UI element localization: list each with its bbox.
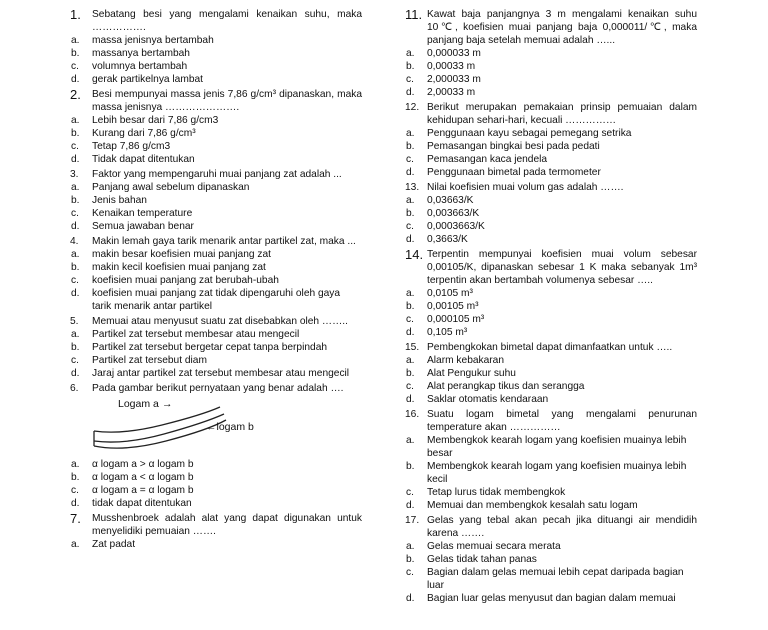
option-letter: a. [406, 435, 415, 446]
option-text: gerak partikelnya lambat [92, 74, 203, 85]
answer-option [70, 354, 362, 367]
question-line [405, 514, 697, 540]
answer-option [70, 153, 362, 166]
answer-option [70, 140, 362, 153]
option-letter: d. [406, 327, 415, 338]
question-item [70, 382, 362, 510]
question-text: Suatu logam bimetal yang mengalami penurunan temperature akan …………… [427, 409, 697, 433]
answer-option [405, 540, 697, 553]
answer-option [405, 553, 697, 566]
question-number: 7. [70, 511, 81, 526]
option-letter: a. [406, 541, 415, 552]
option-letter: c. [71, 141, 79, 152]
question-item [405, 181, 697, 246]
option-text: Penggunaan bimetal pada termometer [427, 167, 601, 178]
option-text: Alat Pengukur suhu [427, 368, 516, 379]
option-letter: c. [406, 154, 414, 165]
label-logam-a: Logam a [118, 398, 159, 410]
option-text: 0,00033 m [427, 61, 476, 72]
option-text: Partikel zat tersebut membesar atau mengecil [92, 329, 300, 340]
answer-option [405, 47, 697, 60]
question-text: Pembengkokan bimetal dapat dimanfaatkan untuk ….. [427, 342, 673, 353]
option-text: Partikel zat tersebut diam [92, 355, 207, 366]
option-text: makin kecil koefisien muai panjang zat [92, 262, 266, 273]
question-item [70, 168, 362, 233]
answer-option [70, 127, 362, 140]
question-item [405, 248, 697, 339]
question-line [70, 168, 362, 181]
option-text: 0,003663/K [427, 208, 480, 219]
question-line [70, 8, 362, 34]
answer-option [70, 484, 362, 497]
answer-option [405, 393, 697, 406]
answer-option [70, 181, 362, 194]
answer-option [405, 127, 697, 140]
option-text: 0,3663/K [427, 234, 468, 245]
question-item [405, 101, 697, 179]
option-text: massanya bertambah [92, 48, 190, 59]
option-text: Memuai dan membengkok kesalah satu logam [427, 500, 638, 511]
option-text: Kenaikan temperature [92, 208, 193, 219]
option-letter: b. [406, 141, 415, 152]
option-text: Zat padat [92, 539, 136, 550]
answer-option [70, 47, 362, 60]
option-text: Alarm kebakaran [427, 355, 505, 366]
answer-option [405, 354, 697, 367]
answer-option [405, 300, 697, 313]
option-letter: c. [406, 74, 414, 85]
option-letter: d. [406, 234, 415, 245]
answer-option [405, 60, 697, 73]
option-letter: d. [406, 593, 415, 604]
answer-option [70, 194, 362, 207]
option-text: 0,03663/K [427, 195, 474, 206]
answer-option [70, 114, 362, 127]
question-line [70, 235, 362, 248]
question-number: 1. [70, 7, 81, 22]
question-text: Berikut merupakan pemakaian prinsip pemuaian dalam kehidupan sehari-hari, kecuali …………… [427, 102, 697, 126]
option-text: 0,105 m³ [427, 327, 468, 338]
option-letter: c. [406, 314, 414, 325]
option-letter: b. [71, 128, 80, 139]
question-text: Memuai atau menyusut suatu zat disebabkan oleh …….. [92, 316, 348, 327]
option-letter: d. [406, 167, 415, 178]
question-number: 17. [405, 515, 420, 526]
answer-option [70, 220, 362, 233]
option-letter: d. [406, 500, 415, 511]
option-letter: b. [406, 301, 415, 312]
option-text: tidak dapat ditentukan [92, 498, 192, 509]
logam-mid-edge [94, 414, 224, 442]
answer-option [70, 274, 362, 287]
option-text: Gelas memuai secara merata [427, 541, 561, 552]
option-letter: c. [71, 275, 79, 286]
label-logam-b: ←logam b [206, 421, 254, 433]
option-letter: a. [71, 115, 80, 126]
option-text: Lebih besar dari 7,86 g/cm3 [92, 115, 219, 126]
option-letter: c. [406, 567, 414, 578]
answer-option [70, 538, 362, 551]
answer-option [70, 497, 362, 510]
answer-option [70, 261, 362, 274]
question-item [405, 341, 697, 406]
question-line [405, 408, 697, 434]
option-letter: b. [406, 208, 415, 219]
question-line [405, 181, 697, 194]
answer-option [405, 207, 697, 220]
option-letter: d. [71, 498, 80, 509]
question-number: 13. [405, 182, 420, 193]
answer-option [405, 326, 697, 339]
option-letter: c. [71, 61, 79, 72]
option-letter: d. [71, 221, 80, 232]
answer-option [70, 367, 362, 380]
question-number: 12. [405, 102, 420, 113]
question-item [70, 235, 362, 313]
answer-option [405, 194, 697, 207]
option-text: Penggunaan kayu sebagai pemegang setrika [427, 128, 632, 139]
option-text: Gelas tidak tahan panas [427, 554, 537, 565]
option-letter: b. [71, 342, 80, 353]
option-text: Jaraj antar partikel zat tersebut membesar atau mengecil [92, 368, 350, 379]
option-text: 2,000033 m [427, 74, 481, 85]
option-letter: a. [406, 288, 415, 299]
question-number: 11. [405, 7, 423, 22]
answer-option [70, 471, 362, 484]
option-text: α logam a = α logam b [92, 485, 194, 496]
option-text: makin besar koefisien muai panjang zat [92, 249, 271, 260]
answer-option [70, 248, 362, 261]
option-letter: d. [71, 288, 80, 299]
option-text: Panjang awal sebelum dipanaskan [92, 182, 250, 193]
right-column [405, 8, 697, 607]
answer-option [70, 341, 362, 354]
option-text: Tetap lurus tidak membengkok [427, 487, 566, 498]
option-letter: b. [71, 262, 80, 273]
option-letter: a. [71, 182, 80, 193]
question-item [70, 88, 362, 166]
option-letter: d. [406, 394, 415, 405]
option-text: Tetap 7,86 g/cm3 [92, 141, 171, 152]
question-text: Pada gambar berikut pernyataan yang benar adalah …. [92, 383, 344, 394]
arrow-logam-a: → [162, 398, 173, 410]
option-text: koefisien muai panjang zat berubah-ubah [92, 275, 279, 286]
answer-option [70, 287, 362, 313]
option-text: Semua jawaban benar [92, 221, 194, 232]
option-text: Bagian luar gelas menyusut dan bagian dalam memuai [427, 593, 676, 604]
option-text: Bagian dalam gelas memuai lebih cepat daripada bagian luar [427, 567, 684, 591]
option-text: Partikel zat tersebut bergetar cepat tanpa berpindah [92, 342, 328, 353]
question-line [405, 101, 697, 127]
answer-option [405, 287, 697, 300]
option-letter: b. [406, 554, 415, 565]
answer-option [405, 166, 697, 179]
option-text: Membengkok kearah logam yang koefisien muainya lebih kecil [427, 461, 687, 485]
question-item [70, 8, 362, 86]
option-letter: c. [406, 381, 414, 392]
question-text: Makin lemah gaya tarik menarik antar partikel zat, maka ... [92, 236, 356, 247]
option-letter: c. [71, 355, 79, 366]
question-number: 14. [405, 247, 424, 262]
answer-option [70, 328, 362, 341]
option-text: 0,000105 m³ [427, 314, 485, 325]
answer-option [70, 73, 362, 86]
question-text: Sebatang besi yang mengalami kenaikan suhu, maka ……………. [92, 9, 362, 33]
option-text: 2,00033 m [427, 87, 476, 98]
question-text: Faktor yang mempengaruhi muai panjang zat adalah ... [92, 169, 342, 180]
question-item [405, 8, 697, 99]
option-text: 0,0003663/K [427, 221, 485, 232]
question-item [405, 514, 697, 605]
option-text: Pemasangan bingkai besi pada pedati [427, 141, 600, 152]
option-letter: c. [71, 208, 79, 219]
question-text: Nilai koefisien muai volum gas adalah ……. [427, 182, 624, 193]
option-letter: a. [71, 249, 80, 260]
option-letter: a. [406, 355, 415, 366]
question-text: Besi mempunyai massa jenis 7,86 g/cm³ dipanaskan, maka massa jenisnya …………………. [92, 89, 362, 113]
question-line [70, 512, 362, 538]
option-letter: a. [71, 35, 80, 46]
option-text: Kurang dari 7,86 g/cm³ [92, 128, 196, 139]
option-letter: a. [406, 128, 415, 139]
option-text: α logam a > α logam b [92, 459, 194, 470]
option-text: volumnya bertambah [92, 61, 188, 72]
option-text: α logam a < α logam b [92, 472, 194, 483]
answer-option [70, 207, 362, 220]
answer-option [405, 460, 697, 486]
question-number: 2. [70, 87, 81, 102]
option-text: Tidak dapat ditentukan [92, 154, 195, 165]
answer-option [405, 140, 697, 153]
option-letter: c. [71, 485, 79, 496]
option-text: Alat perangkap tikus dan serangga [427, 381, 585, 392]
option-letter: c. [406, 221, 414, 232]
option-letter: a. [71, 329, 80, 340]
question-line [70, 88, 362, 114]
question-item [405, 408, 697, 512]
option-letter: d. [71, 368, 80, 379]
option-text: Pemasangan kaca jendela [427, 154, 548, 165]
question-item [70, 512, 362, 551]
question-text: Terpentin mempunyai koefisien muai volum sebesar 0,00105/K, dipanaskan sebesar 1 K maka sebanyak 1m³ terpentin akan bertambah volumenya sebesar ….. [427, 249, 697, 286]
option-letter: b. [71, 472, 80, 483]
answer-option [405, 220, 697, 233]
left-column [70, 8, 362, 553]
question-text: Kawat baja panjangnya 3 m mengalami kenaikan suhu 10℃, koefisien muai panjang baja 0,000011/℃, maka panjang baja setelah memuai adalah …... [427, 9, 697, 46]
option-letter: b. [406, 368, 415, 379]
option-text: 0,00105 m³ [427, 301, 479, 312]
answer-option [70, 60, 362, 73]
question-number: 15. [405, 342, 420, 353]
option-letter: b. [71, 195, 80, 206]
question-number: 4. [70, 236, 79, 247]
option-letter: a. [71, 539, 80, 550]
question-text: Musshenbroek adalah alat yang dapat digunakan untuk menyelidiki pemuaian ……. [92, 513, 362, 537]
question-line [405, 341, 697, 354]
option-letter: a. [406, 48, 415, 59]
question-number: 5. [70, 316, 79, 327]
option-text: Membengkok kearah logam yang koefisien muainya lebih besar [427, 435, 687, 459]
option-letter: a. [406, 195, 415, 206]
answer-option [405, 486, 697, 499]
option-text: koefisien muai panjang zat tidak dipengaruhi oleh gaya tarik menarik antar partikel [92, 288, 341, 312]
answer-option [405, 566, 697, 592]
question-number: 16. [405, 409, 420, 420]
answer-option [405, 367, 697, 380]
option-letter: d. [71, 74, 80, 85]
option-text: Saklar otomatis kendaraan [427, 394, 549, 405]
answer-option [70, 34, 362, 47]
question-number: 3. [70, 169, 79, 180]
option-letter: c. [406, 487, 414, 498]
option-letter: d. [71, 154, 80, 165]
question-number: 6. [70, 383, 79, 394]
option-letter: b. [406, 461, 415, 472]
option-text: Jenis bahan [92, 195, 147, 206]
answer-option [405, 313, 697, 326]
answer-option [405, 499, 697, 512]
answer-option [405, 434, 697, 460]
answer-option [405, 73, 697, 86]
option-letter: d. [406, 87, 415, 98]
answer-option [405, 233, 697, 246]
answer-option [70, 458, 362, 471]
option-letter: b. [406, 61, 415, 72]
answer-option [405, 86, 697, 99]
answer-option [405, 592, 697, 605]
option-text: massa jenisnya bertambah [92, 35, 214, 46]
question-line [70, 315, 362, 328]
question-line [405, 8, 697, 47]
bimetal-figure [70, 398, 362, 454]
option-letter: b. [71, 48, 80, 59]
option-letter: a. [71, 459, 80, 470]
question-text: Gelas yang tebal akan pecah jika dituangi air mendidih karena ……. [427, 515, 697, 539]
answer-option [405, 380, 697, 393]
question-line [405, 248, 697, 287]
answer-option [405, 153, 697, 166]
option-text: 0,000033 m [427, 48, 481, 59]
question-item [70, 315, 362, 380]
question-line [70, 382, 362, 395]
option-text: 0,0105 m³ [427, 288, 473, 299]
